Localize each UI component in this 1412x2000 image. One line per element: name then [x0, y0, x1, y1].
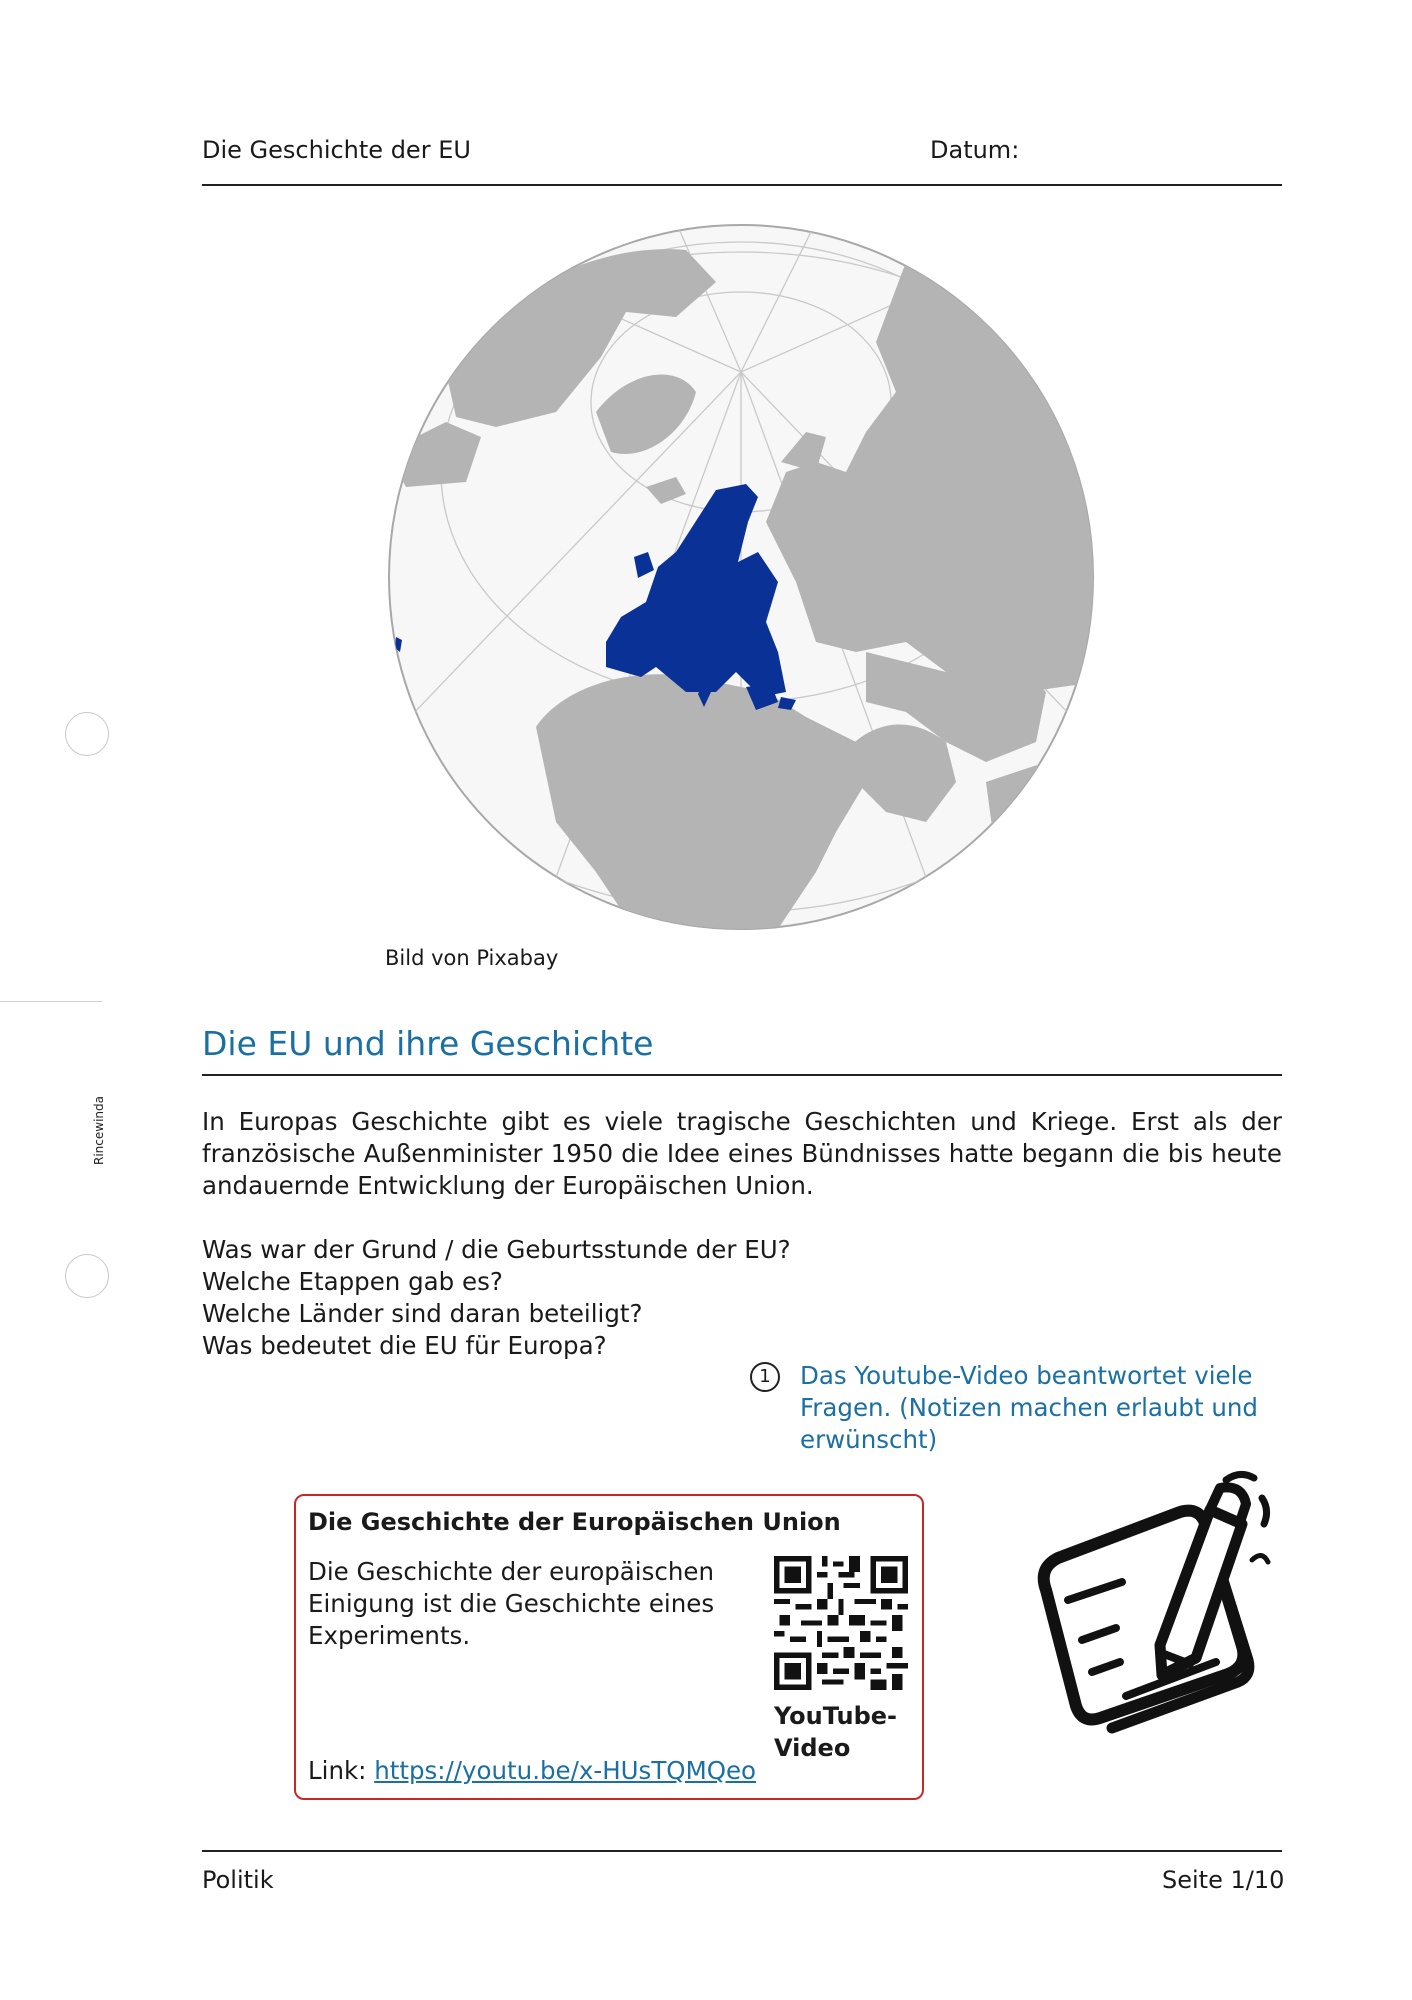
header-rule — [202, 184, 1282, 186]
side-credit: Rincewinda — [92, 1096, 106, 1165]
footer-subject: Politik — [202, 1866, 274, 1894]
video-card-title: Die Geschichte der Europäischen Union — [308, 1508, 841, 1536]
link-label: Link: — [308, 1756, 375, 1785]
question-item: Welche Länder sind daran beteiligt? — [202, 1299, 643, 1328]
video-link-row — [308, 1756, 756, 1785]
notepad-pencil-icon — [1030, 1470, 1280, 1740]
image-caption: Bild von Pixabay — [385, 946, 559, 970]
header-title: Die Geschichte der EU — [202, 136, 471, 164]
qr-label: YouTube-Video — [774, 1702, 897, 1762]
section-title: Die EU und ihre Geschichte — [202, 1024, 654, 1063]
video-card — [294, 1494, 924, 1800]
globe-image — [386, 222, 1096, 932]
task-text: Das Youtube-Video beantwortet viele Fragen. (Notizen machen erlaubt und erwünscht) — [800, 1361, 1258, 1454]
page-number: Seite 1/10 — [1162, 1866, 1285, 1894]
qr-code-icon[interactable] — [774, 1556, 908, 1690]
section-rule — [202, 1074, 1282, 1076]
fold-mark — [0, 1001, 102, 1002]
video-link[interactable]: https://youtu.be/x-HUsTQMQeo — [374, 1756, 757, 1785]
punch-hole-bottom — [65, 1254, 109, 1298]
video-card-description: Die Geschichte der europäischen Einigung ist die Geschichte eines Experiments. — [308, 1557, 715, 1650]
question-list — [202, 1234, 791, 1362]
date-label: Datum: — [930, 136, 1020, 164]
task-number: 1 — [750, 1362, 780, 1392]
punch-hole-top — [65, 712, 109, 756]
question-item: Was war der Grund / die Geburtsstunde der EU? — [202, 1235, 791, 1264]
question-item: Was bedeutet die EU für Europa? — [202, 1331, 607, 1360]
footer-rule — [202, 1850, 1282, 1852]
question-item: Welche Etappen gab es? — [202, 1267, 503, 1296]
intro-paragraph: In Europas Geschichte gibt es viele tragische Geschichten und Kriege. Erst als der französische Außenminister 1950 die Idee eines Bündnisses hatte begann die bis heute andauernde Entwicklung der Europäischen Union. — [202, 1107, 1282, 1200]
